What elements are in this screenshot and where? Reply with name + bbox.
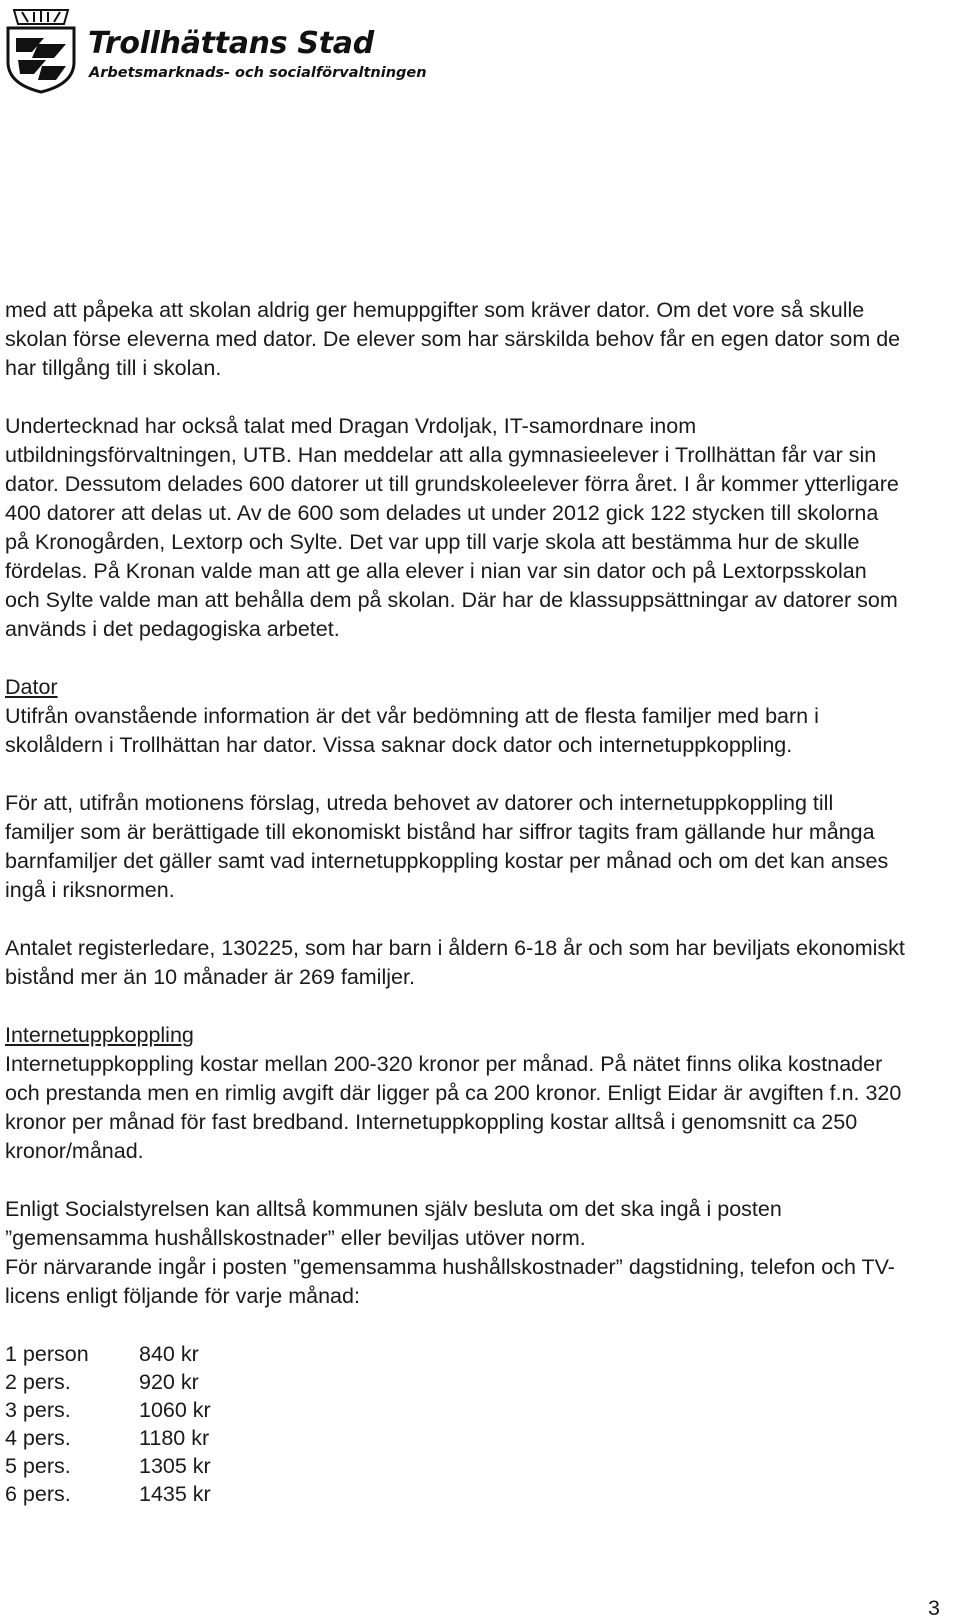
paragraph: För att, utifrån motionens förslag, utreda behovet av datorer och internetuppkoppling till familjer som är berättigade till ekonomiskt bistånd har siffror tagits fram gällande hur många barnfamiljer det gäller samt vad internetuppkoppling kostar per månad och om det kan anses ingå i riksnormen. xyxy=(5,791,889,902)
paragraph: Internetuppkoppling kostar mellan 200-320 kronor per månad. På nätet finns olika kostnader och prestanda men en rimlig avgift där ligger på ca 200 kronor. Enligt Eidar är avgiften f.n. 320 kronor per månad för fast bredband. Internetuppkoppling kostar alltså i genomsnitt ca 250 kronor/månad. xyxy=(5,1052,902,1163)
table-row xyxy=(5,1368,211,1396)
table-cell-persons: 1 person xyxy=(5,1342,89,1366)
page-number: 3 xyxy=(928,1596,940,1620)
section-heading-dator: Dator xyxy=(5,675,58,699)
paragraph: Undertecknad har också talat med Dragan Vrdoljak, IT-samordnare inom utbildningsförvaltningen, UTB. Han meddelar att alla gymnasieelever i Trollhättan får var sin dator. Dessutom delades 600 datorer ut till grundskoleelever förra året. I år kommer ytterligare 400 datorer att delas ut. Av de 600 som delades ut under 2012 gick 122 stycken till skolorna på Kronogården, Lextorp och Sylte. Det var upp till varje skola att bestämma hur de skulle fördelas. På Kronan valde man att ge alla elever i nian var sin dator och på Lextorpsskolan och Sylte valde man att behålla dem på skolan. Där har de klassuppsättningar av datorer som används i det pedagogiska arbetet. xyxy=(5,414,899,641)
table-row xyxy=(5,1480,211,1508)
table-cell-persons: 3 pers. xyxy=(5,1398,71,1422)
cost-table xyxy=(5,1340,211,1508)
document-body xyxy=(5,296,905,1508)
table-cell-persons: 2 pers. xyxy=(5,1370,71,1394)
letterhead xyxy=(4,4,444,94)
table-cell-cost: 840 kr xyxy=(139,1342,199,1366)
paragraph: För närvarande ingår i posten ”gemensamma hushållskostnader” dagstidning, telefon och TV-licens enligt följande för varje månad: xyxy=(5,1255,895,1308)
paragraph: Enligt Socialstyrelsen kan alltså kommunen själv besluta om det ska ingå i posten ”gemensamma hushållskostnader” eller beviljas utöver norm. xyxy=(5,1197,782,1250)
table-cell-persons: 4 pers. xyxy=(5,1426,71,1450)
table-row xyxy=(5,1424,211,1452)
table-cell-cost: 1060 kr xyxy=(139,1398,211,1422)
section-heading-internet: Internetuppkoppling xyxy=(5,1023,194,1047)
table-cell-cost: 1180 kr xyxy=(139,1426,210,1450)
org-name: Trollhättans Stad xyxy=(88,26,374,61)
table-cell-cost: 1435 kr xyxy=(139,1482,211,1506)
table-row xyxy=(5,1396,211,1424)
table-cell-persons: 6 pers. xyxy=(5,1482,71,1506)
table-row xyxy=(5,1452,211,1480)
paragraph: med att påpeka att skolan aldrig ger hemuppgifter som kräver dator. Om det vore så skulle skolan förse eleverna med dator. De elever som har särskilda behov får en egen dator som de har tillgång till i skolan. xyxy=(5,298,901,380)
table-row xyxy=(5,1340,211,1368)
table-cell-cost: 920 kr xyxy=(139,1370,199,1394)
table-cell-cost: 1305 kr xyxy=(139,1454,211,1478)
municipal-crest-icon xyxy=(4,4,78,94)
table-cell-persons: 5 pers. xyxy=(5,1454,71,1478)
paragraph: Antalet registerledare, 130225, som har barn i åldern 6-18 år och som har beviljats ekonomiskt bistånd mer än 10 månader är 269 familjer. xyxy=(5,936,905,989)
org-department: Arbetsmarknads- och socialförvaltningen xyxy=(89,65,427,81)
paragraph: Utifrån ovanstående information är det vår bedömning att de flesta familjer med barn i skolåldern i Trollhättan har dator. Vissa saknar dock dator och internetuppkoppling. xyxy=(5,704,819,757)
